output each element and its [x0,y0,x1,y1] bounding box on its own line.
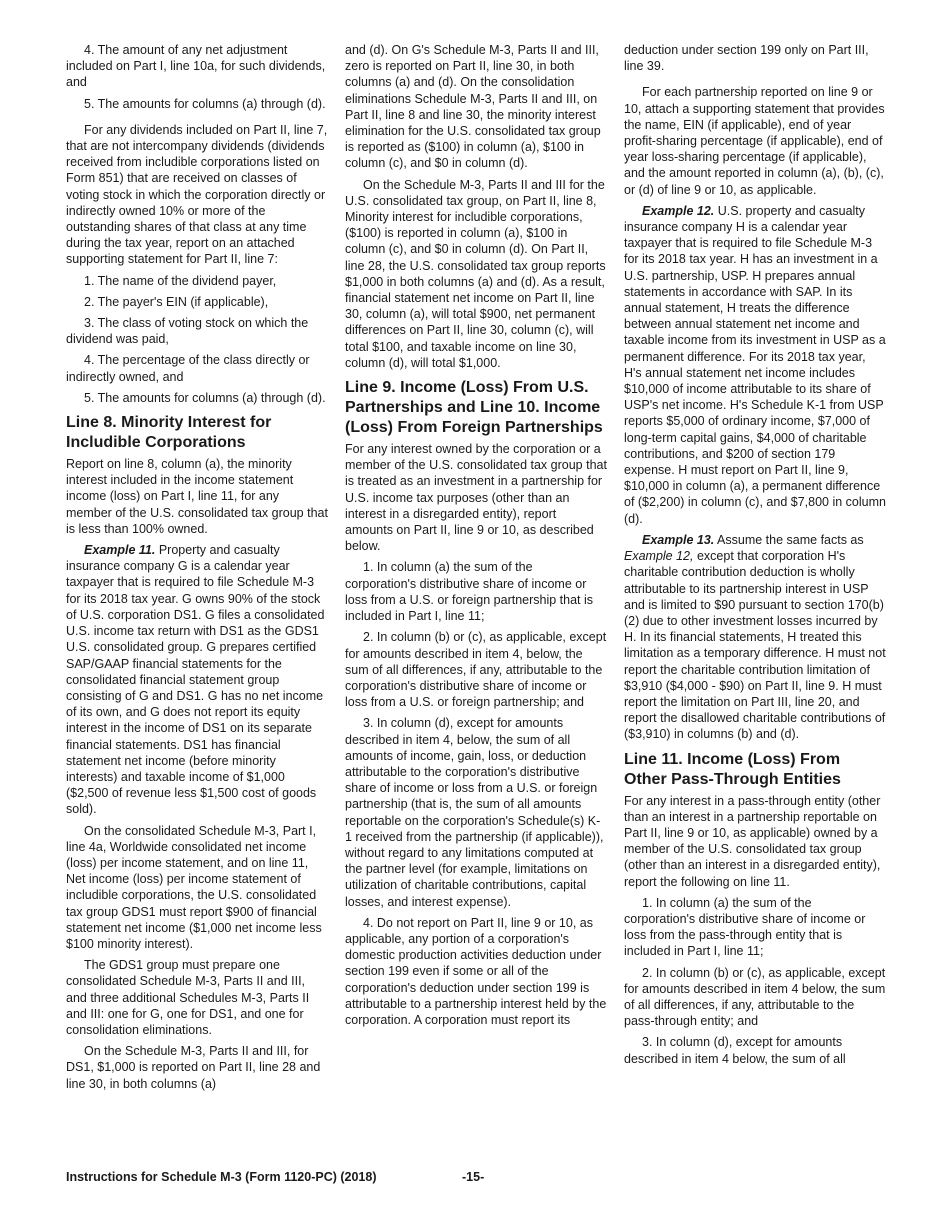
example-text: U.S. property and casualty insurance company H is a calendar year taxpayer that is required to file Schedule M-3 for its 2018 tax year. H has an investment in a U.S. partnership, USP. H prepares annual statements in accordance with SAP. In its annual statement, H treats the difference between annual statement net income and taxable income from its investment in USP as a permanent difference. For its 2018 tax year, H's annual statement net income includes $10,000 of income attributable to its share of USP's net income. H's Schedule K-1 from USP reports $5,000 of ordinary income, $7,000 of long-term capital gains, $4,000 of charitable contributions, and $200 of section 179 expense. H must report on Part II, line 9, $10,000 in column (a), a permanent difference of ($2,200) in column (c), and $7,800 in column (d). [624,203,886,526]
list-item: 2. In column (b) or (c), as applicable, except for amounts described in item 4 below, the sum of all differences, if any, attributable to the pass-through entity; and [624,965,886,1029]
column-left [66,42,328,1097]
example-reference: Example 12, [624,549,694,564]
paragraph: deduction under section 199 only on Part III, line 39. [624,43,869,74]
example-text: Property and casualty insurance company G is a calendar year taxpayer that is required to file Schedule M-3 for its 2018 tax year. G owns 90% of the stock of U.S. corporation DS1. G files a consolidated U.S. income tax return with DS1 as the GDS1 U.S. consolidated group. G prepares certified SAP/GAAP financial statements for the consolidated financial statement group consisting of G and DS1. G has no net income of its own, and G does not report its equity interest in the income of DS1 on its separate financial statements. DS1 has financial statement net income (before minority interests) and taxable income of $1,000 ($2,500 of revenue less $1,500 cost of goods sold). [66,543,325,817]
section-heading-line-11: Line 11. Income (Loss) From Other Pass-Through Entities [624,750,841,788]
list-item: 4. Do not report on Part II, line 9 or 10, as applicable, any portion of a corporation's domestic production activities deduction under section 199 even if some or all of the corporation's deduction under section 199 is attributable to a partnership interest held by the corporation. A corporation must report its [345,915,607,1027]
list-item: 3. In column (d), except for amounts described in item 4 below, the sum of all [624,1035,846,1066]
page-number: -15- [462,1170,485,1184]
example-label: Example 12. [642,203,715,218]
section-heading-line-9-10: Line 9. Income (Loss) From U.S. Partnerships and Line 10. Income (Loss) From Foreign Partnerships [345,379,603,437]
paragraph: and (d). On G's Schedule M-3, Parts II and III, zero is reported on Part II, line 30, in both columns (a) and (d). On the consolidation eliminations Schedule M-3, Parts II and III, on Part II, line 8 and line 30, the minority interest elimination for the U.S. consolidated tax group is reported as ($100) in column (a), $100 in column (c), and $0 in column (d). [345,43,601,171]
example-13 [624,532,886,743]
paragraph: On the consolidated Schedule M-3, Part I, line 4a, Worldwide consolidated net income (loss) per income statement, and on line 11, Net income (loss) per income statement of includible corporations, the U.S. consolidated tax group GDS1 must report $900 of financial statement net income ($1,000 net income less $100 minority interest). [66,823,322,951]
column-middle [345,42,607,1033]
example-11 [66,542,328,817]
paragraph: For each partnership reported on line 9 or 10, attach a supporting statement that provides the name, EIN (if applicable), end of year profit-sharing percentage (if applicable), end of year loss-sharing percentage (if applicable), and the amount reported in column (a), (b), (c), or (d) of line 9 or 10, as applicable. [624,85,885,197]
example-label: Example 11. [84,543,156,558]
paragraph: For any interest owned by the corporation or a member of the U.S. consolidated tax group that is treated as an investment in a partnership for U.S. income tax purposes (other than an interest in a disregarded entity), report amounts on Part II, line 9 or 10, as described below. [345,442,607,554]
list-item: 2. In column (b) or (c), as applicable, except for amounts described in item 4, below, the sum of all differences, if any, attributable to the corporation's distributive share of income or loss from a U.S. or foreign partnership; and [345,630,607,710]
example-12 [624,203,886,527]
list-item: 4. The percentage of the class directly or indirectly owned, and [66,353,310,384]
list-item: 3. The class of voting stock on which the dividend was paid, [66,316,309,347]
list-item: 1. In column (a) the sum of the corporation's distributive share of income or loss from a U.S. or foreign partnership that is included in Part I, line 11; [345,560,594,624]
example-text: except that corporation H's charitable contribution deduction is wholly attributable to its partnership interest in USP and is limited to $90 pursuant to section 170(b)(2) due to other investment losses incurred by H. In its financial statements, H treated this limitation as a temporary difference. H must not report the charitable contribution limitation of $3,910 ($4,000 - $90) on Part II, line 9. H must report the limitation on Part III, line 20, and report the disallowed charitable contributions of ($3,910) in columns (b) and (d). [624,549,886,742]
paragraph: Report on line 8, column (a), the minority interest included in the income statement income (loss) on Part I, line 11, for any member of the U.S. consolidated tax group that is less than 100% owned. [66,457,328,536]
list-item: 1. The name of the dividend payer, [84,273,277,288]
paragraph: 5. The amounts for columns (a) through (d). [84,96,326,111]
list-item: 5. The amounts for columns (a) through (d). [84,390,326,405]
paragraph: The GDS1 group must prepare one consolidated Schedule M-3, Parts II and III, and three additional Schedules M-3, Parts II and III: one for G, one for DS1, and one for consolidation eliminations. [66,958,310,1037]
paragraph: For any dividends included on Part II, line 7, that are not intercompany dividends (dividends received from includible corporations listed on Form 851) that are received on classes of voting stock in which the corporation directly or indirectly owned 10% or more of the outstanding shares of that class at any time during the tax year, report on an attached supporting statement for Part II, line 7: [66,122,328,267]
column-right [624,42,886,1072]
example-text: Assume the same facts as [714,532,864,547]
list-item: 2. The payer's EIN (if applicable), [84,294,269,309]
list-item: 1. In column (a) the sum of the corporation's distributive share of income or loss from the pass-through entity that is included in Part I, line 11; [624,895,866,959]
page-footer [66,1170,485,1184]
section-heading-line-8: Line 8. Minority Interest for Includible Corporations [66,414,272,452]
paragraph: 4. The amount of any net adjustment included on Part I, line 10a, for such dividends, and [66,43,326,90]
paragraph: On the Schedule M-3, Parts II and III for the U.S. consolidated tax group, on Part II, line 8, Minority interest for includible corporations, ($100) is reported in column (a), $100 in column (c), and $0 in column (d). On Part II, line 28, the U.S. consolidated tax group reports $1,000 in both columns (a) and (d). As a result, financial statement net income on Part II, line 30, column (a), will total $900, net permanent differences on Part II, line 30, column (c), will total $100, and taxable income on line 30, column (d), will total $1,000. [345,177,606,370]
footer-title: Instructions for Schedule M-3 (Form 1120-PC) (2018) [66,1170,377,1184]
paragraph: For any interest in a pass-through entity (other than an interest in a partnership reportable on Part II, line 9 or 10, as applicable) owned by a member of the U.S. consolidated tax group (other than an interest in a disregarded entity), report the following on line 11. [624,793,881,889]
list-item: 3. In column (d), except for amounts described in item 4, below, the sum of all amounts of income, gain, loss, or deduction attributable to the corporation's distributive share of income or loss from a U.S. or foreign partnership (that is, the sum of all amounts reportable on the corporation's Schedule(s) K-1 received from the partnership (if applicable)), without regard to any limitations computed at the partner level (for example, limitations on utilization of charitable contributions, capital losses, and interest expense). [345,716,604,909]
paragraph: On the Schedule M-3, Parts II and III, for DS1, $1,000 is reported on Part II, line 28 and line 30, in both columns (a) [66,1044,321,1091]
example-label: Example 13. [642,532,715,547]
